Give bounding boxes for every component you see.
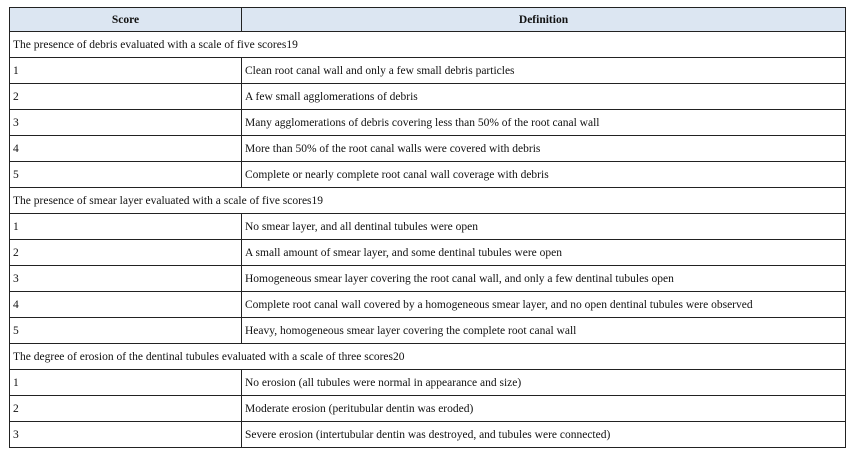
score-cell: 1 <box>10 370 242 396</box>
header-row <box>10 8 846 32</box>
section-row <box>10 188 846 214</box>
definition-cell: Severe erosion (intertubular dentin was destroyed, and tubules were connected) <box>242 422 846 448</box>
definition-cell: Moderate erosion (peritubular dentin was eroded) <box>242 396 846 422</box>
definition-cell: Complete root canal wall covered by a homogeneous smear layer, and no open dentinal tubules were observed <box>242 292 846 318</box>
score-cell: 3 <box>10 422 242 448</box>
table-container <box>9 7 845 448</box>
table-row <box>10 240 846 266</box>
table-row <box>10 58 846 84</box>
table-row <box>10 370 846 396</box>
score-cell: 5 <box>10 318 242 344</box>
section-title-smear-layer: The presence of smear layer evaluated with a scale of five scores19 <box>10 188 846 214</box>
definition-cell: Complete or nearly complete root canal wall coverage with debris <box>242 162 846 188</box>
section-title-debris: The presence of debris evaluated with a scale of five scores19 <box>10 32 846 58</box>
table-row <box>10 318 846 344</box>
table-row <box>10 292 846 318</box>
score-cell: 5 <box>10 162 242 188</box>
section-row <box>10 344 846 370</box>
score-cell: 1 <box>10 58 242 84</box>
definition-cell: A few small agglomerations of debris <box>242 84 846 110</box>
definition-cell: Heavy, homogeneous smear layer covering the complete root canal wall <box>242 318 846 344</box>
definition-cell: Many agglomerations of debris covering less than 50% of the root canal wall <box>242 110 846 136</box>
definition-cell: No erosion (all tubules were normal in appearance and size) <box>242 370 846 396</box>
table-row <box>10 136 846 162</box>
section-row <box>10 32 846 58</box>
table-row <box>10 84 846 110</box>
score-cell: 3 <box>10 110 242 136</box>
table-row <box>10 110 846 136</box>
table-row <box>10 266 846 292</box>
definition-cell: Homogeneous smear layer covering the root canal wall, and only a few dentinal tubules open <box>242 266 846 292</box>
table-row <box>10 422 846 448</box>
table-row <box>10 214 846 240</box>
score-cell: 2 <box>10 396 242 422</box>
header-score: Score <box>10 8 242 32</box>
table-row <box>10 162 846 188</box>
scoring-table <box>9 7 846 448</box>
definition-cell: Clean root canal wall and only a few small debris particles <box>242 58 846 84</box>
header-definition: Definition <box>242 8 846 32</box>
definition-cell: A small amount of smear layer, and some dentinal tubules were open <box>242 240 846 266</box>
score-cell: 4 <box>10 292 242 318</box>
score-cell: 1 <box>10 214 242 240</box>
section-title-erosion: The degree of erosion of the dentinal tubules evaluated with a scale of three scores20 <box>10 344 846 370</box>
score-cell: 2 <box>10 240 242 266</box>
score-cell: 2 <box>10 84 242 110</box>
score-cell: 3 <box>10 266 242 292</box>
table-row <box>10 396 846 422</box>
definition-cell: More than 50% of the root canal walls were covered with debris <box>242 136 846 162</box>
definition-cell: No smear layer, and all dentinal tubules were open <box>242 214 846 240</box>
score-cell: 4 <box>10 136 242 162</box>
